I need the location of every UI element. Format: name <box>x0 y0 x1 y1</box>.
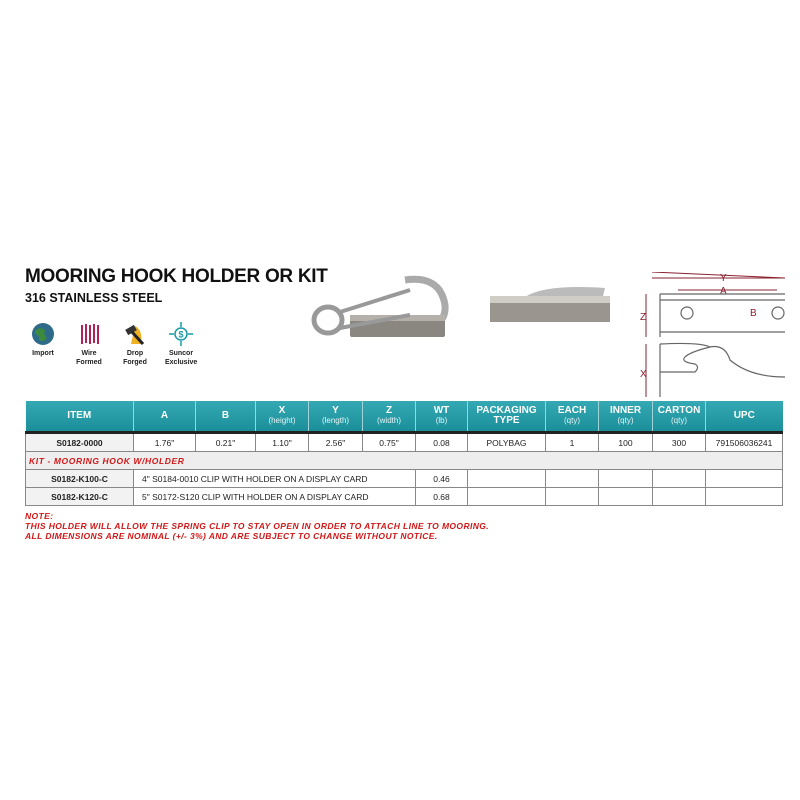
column-header <box>546 401 599 433</box>
column-header-unit: (qty) <box>564 416 580 425</box>
dim-z-label: Z <box>640 312 647 323</box>
wire-coil-icon <box>77 322 101 346</box>
column-header-label: WT <box>433 405 450 416</box>
column-header-label: INNER <box>609 405 642 416</box>
svg-text:$: $ <box>178 329 184 340</box>
table-cell: 100 <box>599 433 653 452</box>
column-header <box>196 401 256 433</box>
page-title: MOORING HOOK HOLDER OR KIT <box>25 266 328 287</box>
dim-x-label: X <box>640 369 647 380</box>
column-header-label: UPC <box>733 410 755 421</box>
badge-label: Suncor <box>168 350 194 357</box>
badge-label: Exclusive <box>165 359 198 366</box>
column-header-label: EACH <box>557 405 587 416</box>
badge-import <box>27 322 59 367</box>
material-subtitle: 316 STAINLESS STEEL <box>25 291 163 305</box>
description-cell: 4" S0184-0010 CLIP WITH HOLDER ON A DISPLAY CARD <box>134 470 416 488</box>
suncor-dollar-icon <box>169 322 193 346</box>
table-cell: 1.10" <box>256 433 309 452</box>
badge-suncor-exclusive <box>165 322 197 367</box>
column-header-unit: (height) <box>268 416 296 425</box>
badge-label: Import <box>32 350 54 357</box>
kit-section-label: KIT - MOORING HOOK W/HOLDER <box>26 452 783 470</box>
column-header-label: X <box>278 405 286 416</box>
column-header <box>363 401 416 433</box>
column-header <box>309 401 363 433</box>
wt-cell: 0.46 <box>416 470 468 488</box>
badge-label: Wire <box>81 350 97 357</box>
column-header-unit: (lb) <box>435 416 448 425</box>
table-cell: 0.08 <box>416 433 468 452</box>
globe-icon <box>31 322 55 346</box>
holder-photo <box>485 282 615 327</box>
column-header-unit: (qty) <box>671 416 687 425</box>
column-header <box>256 401 309 433</box>
badge-wire-formed <box>73 322 105 367</box>
table-header-row <box>26 401 783 433</box>
column-header <box>706 401 783 433</box>
hammer-icon <box>123 322 147 346</box>
table-cell: 2.56" <box>309 433 363 452</box>
note-block <box>25 511 489 541</box>
note-line: ALL DIMENSIONS ARE NOMINAL (+/- 3%) AND ARE SUBJECT TO CHANGE WITHOUT NOTICE. <box>25 531 438 541</box>
table-cell: 791506036241 <box>706 433 783 452</box>
column-header-unit: (width) <box>376 416 401 425</box>
column-header-label: PACKAGING TYPE <box>476 405 537 426</box>
item-cell: S0182-K120-C <box>26 488 134 506</box>
note-line: THIS HOLDER WILL ALLOW THE SPRING CLIP TO STAY OPEN IN ORDER TO ATTACH LINE TO MOORING. <box>25 521 490 531</box>
dim-b-label: B <box>750 308 757 319</box>
dim-a-label: A <box>720 286 727 297</box>
column-header <box>468 401 546 433</box>
badge-drop-forged <box>119 322 151 367</box>
column-header-label: Z <box>385 405 393 416</box>
column-header-label: Y <box>332 405 339 416</box>
table-cell: S0182-0000 <box>26 433 134 452</box>
description-cell: 5" S0172-S120 CLIP WITH HOLDER ON A DISPLAY CARD <box>134 488 416 506</box>
column-header-label: A <box>160 410 169 421</box>
table-row <box>26 488 783 506</box>
badge-label: Formed <box>76 359 102 366</box>
column-header-unit: (length) <box>321 416 350 425</box>
column-header <box>599 401 653 433</box>
table-row <box>26 470 783 488</box>
table-cell: 0.21" <box>196 433 256 452</box>
table-row <box>26 433 783 452</box>
item-cell: S0182-K100-C <box>26 470 134 488</box>
hook-photo <box>310 270 460 355</box>
column-header-unit: (qty) <box>617 416 634 425</box>
table-cell: POLYBAG <box>468 433 546 452</box>
badge-label: Drop <box>126 350 144 357</box>
column-header <box>653 401 706 433</box>
table-cell: 1 <box>546 433 599 452</box>
badge-label: Forged <box>123 359 147 366</box>
column-header-label: B <box>221 410 230 421</box>
column-header-label: ITEM <box>67 410 92 421</box>
column-header <box>26 401 134 433</box>
feature-badges <box>27 322 197 367</box>
table-cell: 1.76" <box>134 433 196 452</box>
table-cell: 300 <box>653 433 706 452</box>
table-cell: 0.75" <box>363 433 416 452</box>
column-header <box>134 401 196 433</box>
column-header-label: CARTON <box>657 405 701 416</box>
column-header <box>416 401 468 433</box>
wt-cell: 0.68 <box>416 488 468 506</box>
dimension-diagram <box>640 272 785 397</box>
kit-section-row <box>26 452 783 470</box>
dim-y-label: Y <box>720 273 727 284</box>
note-label: NOTE: <box>25 511 54 521</box>
spec-table <box>25 401 783 506</box>
